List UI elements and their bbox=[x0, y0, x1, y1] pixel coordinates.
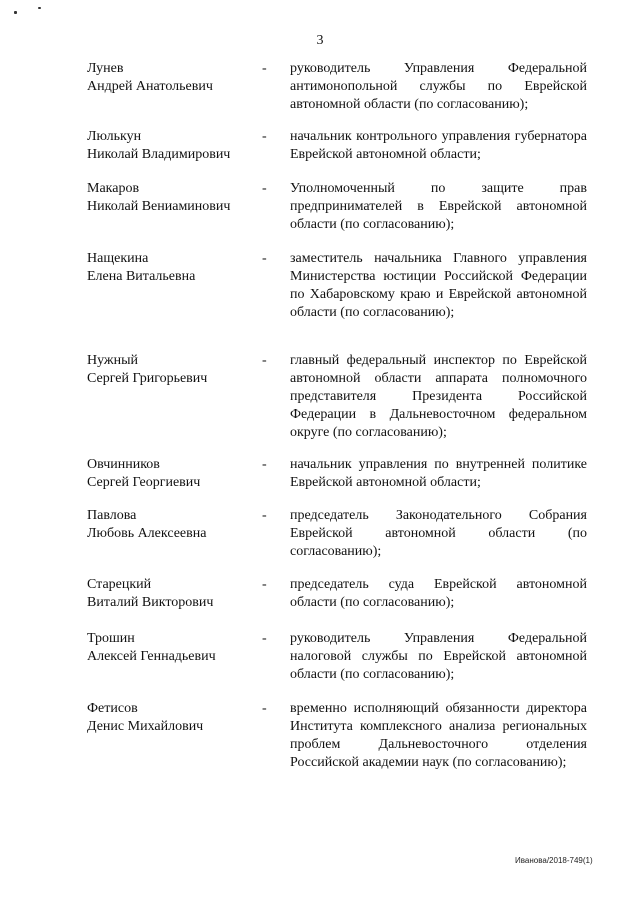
member-surname: Люлькун bbox=[87, 129, 142, 144]
member-entry bbox=[87, 60, 587, 114]
member-given-names: Елена Витальевна bbox=[87, 269, 196, 284]
member-role: руководитель Управления Федеральной налоговой службы по Еврейской автономной области (по согласованию); bbox=[290, 631, 587, 682]
dash-separator: - bbox=[262, 457, 267, 472]
dash-separator: - bbox=[262, 251, 267, 266]
member-surname: Фетисов bbox=[87, 701, 138, 716]
member-given-names: Денис Михайлович bbox=[87, 719, 204, 734]
dash-separator: - bbox=[262, 129, 267, 144]
member-given-names: Сергей Георгиевич bbox=[87, 475, 201, 490]
scan-speck bbox=[14, 11, 17, 14]
member-name bbox=[87, 630, 262, 666]
member-surname: Трошин bbox=[87, 631, 135, 646]
member-role: заместитель начальника Главного управления Министерства юстиции Российской Федерации по Хабаровскому краю и Еврейской автономной области (по согласованию); bbox=[290, 251, 587, 320]
member-entry bbox=[87, 180, 587, 234]
member-given-names: Николай Владимирович bbox=[87, 147, 231, 162]
dash-separator: - bbox=[262, 508, 267, 523]
member-entry bbox=[87, 128, 587, 164]
dash-separator: - bbox=[262, 181, 267, 196]
scan-speck bbox=[38, 7, 41, 9]
footer-document-code: Иванова/2018-749(1) bbox=[515, 856, 593, 865]
member-surname: Макаров bbox=[87, 181, 140, 196]
member-given-names: Николай Вениаминович bbox=[87, 199, 231, 214]
member-entry bbox=[87, 630, 587, 684]
member-name bbox=[87, 456, 262, 492]
member-entry bbox=[87, 507, 587, 561]
member-role: начальник управления по внутренней политике Еврейской автономной области; bbox=[290, 457, 587, 490]
member-surname: Павлова bbox=[87, 508, 137, 523]
member-role: председатель суда Еврейской автономной области (по согласованию); bbox=[290, 577, 587, 610]
member-role: руководитель Управления Федеральной антимонопольной службы по Еврейской автономной области (по согласованию); bbox=[290, 61, 587, 112]
member-given-names: Алексей Геннадьевич bbox=[87, 649, 216, 664]
member-name bbox=[87, 507, 262, 543]
member-surname: Овчинников bbox=[87, 457, 160, 472]
member-entry bbox=[87, 352, 587, 442]
member-given-names: Виталий Викторович bbox=[87, 595, 214, 610]
member-role: начальник контрольного управления губернатора Еврейской автономной области; bbox=[290, 129, 587, 162]
member-entry bbox=[87, 250, 587, 322]
member-name bbox=[87, 700, 262, 736]
member-surname: Нужный bbox=[87, 353, 138, 368]
member-role: главный федеральный инспектор по Еврейской автономной области аппарата полномочного представителя Президента Российской Федерации в Дальневосточном федеральном округе (по согласованию); bbox=[290, 353, 587, 440]
member-surname: Лунев bbox=[87, 61, 124, 76]
dash-separator: - bbox=[262, 577, 267, 592]
member-name bbox=[87, 576, 262, 612]
dash-separator: - bbox=[262, 353, 267, 368]
member-name bbox=[87, 60, 262, 96]
member-entry bbox=[87, 576, 587, 612]
member-name bbox=[87, 128, 262, 164]
member-entry bbox=[87, 456, 587, 492]
member-surname: Нащекина bbox=[87, 251, 149, 266]
member-role: временно исполняющий обязанности директора Института комплексного анализа региональных проблем Дальневосточного отделения Российской академии наук (по согласованию); bbox=[290, 701, 587, 770]
member-role: председатель Законодательного Собрания Еврейской автономной области (по согласованию); bbox=[290, 508, 587, 559]
member-name bbox=[87, 250, 262, 286]
member-name bbox=[87, 180, 262, 216]
dash-separator: - bbox=[262, 631, 267, 646]
dash-separator: - bbox=[262, 61, 267, 76]
member-given-names: Андрей Анатольевич bbox=[87, 79, 213, 94]
dash-separator: - bbox=[262, 701, 267, 716]
page-number: 3 bbox=[316, 33, 324, 48]
member-role: Уполномоченный по защите прав предпринимателей в Еврейской автономной области (по согласованию); bbox=[290, 181, 587, 232]
member-surname: Старецкий bbox=[87, 577, 152, 592]
member-given-names: Сергей Григорьевич bbox=[87, 371, 208, 386]
member-name bbox=[87, 352, 262, 388]
member-given-names: Любовь Алексеевна bbox=[87, 526, 207, 541]
member-entry bbox=[87, 700, 587, 772]
